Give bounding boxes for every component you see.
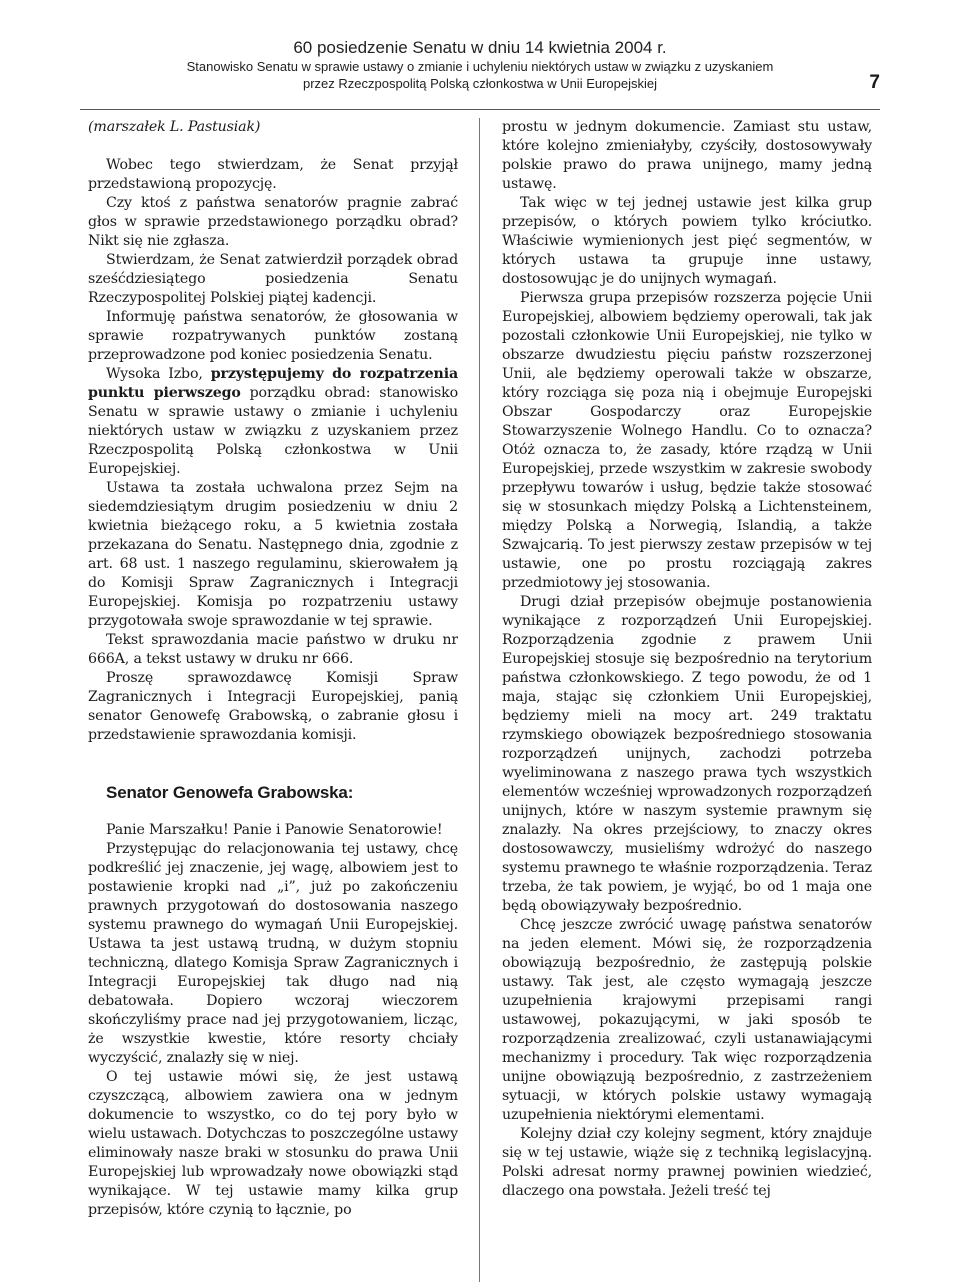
- paragraph: Tekst sprawozdania macie państwo w druku nr 666A, a tekst ustawy w druku nr 666.: [88, 632, 458, 667]
- paragraph: Drugi dział przepisów obejmuje postanowienia wynikające z rozporządzeń Unii Europejskiej. Rozporządzenia zgodnie z prawem Unii Europejskiej stosuje się bezpośrednio na terytorium państwa członkowskiego. Z tego powodu, że od 1 maja, stając się członkiem Unii Europejskiej, będziemy mieli na mocy art. 249 traktatu rzymskiego obowiązek bezpośredniego stosowania rozporządzeń unijnych, zachodzi potrzeba wyeliminowana z naszego prawa tych wszystkich elementów wcześniej wprowadzonych rozporządzeń unijnych, które w naszym systemie prawnym się znalazły. Na okres przejściowy, to znaczy okres dostosowawczy, musieliśmy wdrożyć do naszego systemu prawnego te właśnie rozporządzenia. Teraz trzeba, że tak powiem, je wyjąć, bo od 1 maja one będą obowiązywały bezpośrednio.: [502, 594, 872, 914]
- left-column: [88, 118, 458, 1282]
- paragraph-agenda-item: [88, 365, 458, 479]
- right-column: [502, 118, 872, 1282]
- paragraph: Ustawa ta została uchwalona przez Sejm na siedemdziesiątym drugim posiedzeniu w dniu 2 kwietnia bieżącego roku, a 5 kwietnia została przekazana do Senatu. Następnego dnia, zgodnie z art. 68 ust. 1 naszego regulaminu, skierowałem ją do Komisji Spraw Zagranicznych i Integracji Europejskiej. Komisja po rozpatrzeniu ustawy przygotowała swoje sprawozdanie w tej sprawie.: [88, 480, 458, 629]
- paragraph: Chcę jeszcze zwrócić uwagę państwa senatorów na jeden element. Mówi się, że rozporządzenia obowiązują bezpośrednio, że zastępują polskie ustawy. Tak jest, ale często wymagają jeszcze uzupełnienia krajowymi przepisami rangi ustawowej, pokazującymi, w jaki sposób te rozporządzenia zrealizować, czyli ustanawiającymi mechanizmy i procedury. Tak więc rozporządzenia unijne obowiązują bezpośrednio, z zastrzeżeniem sytuacji, w których polskie ustawy wymagają uzupełnienia niektórymi elementami.: [502, 917, 872, 1123]
- paragraph-text: porządku obrad: stanowisko Senatu w sprawie ustawy o zmianie i uchyleniu niektórych ustaw w związku z uzyskaniem przez Rzeczpospolitą Polską członkostwa w Unii Europejskiej.: [88, 385, 458, 477]
- paragraph: Przystępując do relacjonowania tej ustawy, chcę podkreślić jej znaczenie, jej wagę, albowiem jest to postawienie kropki nad „i”, już po zakończeniu prawnych przygotowań do dostosowania naszego systemu prawnego do wymagań Unii Europejskiej. Ustawa ta jest ustawą trudną, w dużym stopniu techniczną, dlatego Komisja Spraw Zagranicznych i Integracji Europejskiej tak długo nad nią debatowała. Dopiero wczoraj wieczorem skończyliśmy prace nad jej przygotowaniem, licząc, że wszystkie kwestie, które resorty chciały wyczyścić, znalazły się w niej.: [88, 841, 458, 1066]
- header-subtitle-line1: Stanowisko Senatu w sprawie ustawy o zmianie i uchyleniu niektórych ustaw w związku z uzyskaniem: [186, 59, 774, 74]
- page-number: 7: [869, 72, 880, 93]
- paragraph: Pierwsza grupa przepisów rozszerza pojęcie Unii Europejskiej, albowiem będziemy operowali, tak jak pozostali członkowie Unii Europejskiej, nie tylko w obszarze dwudziestu pięciu państw rozszerzonej Unii, ale będziemy operowali także w obszarze, który rozciąga się poza nią i obejmuje Europejski Obszar Gospodarczy oraz Europejskie Stowarzyszenie Wolnego Handlu. Co to oznacza? Otóż oznacza to, że zasady, które rządzą w Unii Europejskiej, przede wszystkim w zakresie swobody przepływu towarów i usług, będzie także stosować się w stosunkach między Polską a Lichtensteinem, między Polską a Norwegią, Islandią, a także Szwajcarią. To jest pierwszy zestaw przepisów w tej ustawie, one po prostu rozciągają zakres przedmiotowy jej stosowania.: [502, 290, 872, 591]
- paragraph-continued: prostu w jednym dokumencie. Zamiast stu ustaw, które kolejno zmieniałyby, czyściły, dostosowywały polskie prawo do prawa unijnego, mamy jedną ustawę.: [502, 119, 872, 192]
- agenda-item-bold: przystępujemy do rozpatrzenia punktu pierwszego: [88, 366, 458, 401]
- column-divider: [479, 118, 480, 1282]
- header-subtitle-line2: przez Rzeczpospolitą Polską członkostwa w Unii Europejskiej: [302, 76, 658, 91]
- speaker-note: (marszałek L. Pastusiak): [88, 119, 261, 135]
- header-title: 60 posiedzenie Senatu w dniu 14 kwietnia 2004 r.: [293, 38, 667, 57]
- paragraph: Tak więc w tej jednej ustawie jest kilka grup przepisów, o których powiem tylko króciutko. Właściwie wymienionych jest pięć segmentów, w których ustawa ta grupuje inne ustawy, dostosowując je do unijnych wymagań.: [502, 195, 872, 287]
- header-divider: [80, 109, 880, 110]
- paragraph: O tej ustawie mówi się, że jest ustawą czyszczącą, albowiem zawiera ona w jednym dokumencie to wszystko, co do tej pory było w wielu ustawach. Dotychczas to poszczególne ustawy eliminowały nasze braki w stosunku do prawa Unii Europejskiej lub wprowadzały nowe obowiązki stąd wynikające. W tej ustawie mamy kilka grup przepisów, które czynią to łącznie, po: [88, 1069, 458, 1218]
- running-header: [0, 0, 960, 116]
- paragraph: Stwierdzam, że Senat zatwierdził porządek obrad sześćdziesiątego posiedzenia Senatu Rzeczypospolitej Polskiej piątej kadencji.: [88, 252, 458, 306]
- paragraph: Proszę sprawozdawcę Komisji Spraw Zagranicznych i Integracji Europejskiej, panią senator Genowefę Grabowską, o zabranie głosu i przedstawienie sprawozdania komisji.: [88, 670, 458, 743]
- paragraph: Wobec tego stwierdzam, że Senat przyjął przedstawioną propozycję.: [88, 157, 458, 192]
- paragraph: Kolejny dział czy kolejny segment, który znajduje się w tej ustawie, wiąże się z techniką legislacyjną. Polski adresat normy prawnej powinien wiedzieć, dlaczego ona powstała. Jeżeli treść tej: [502, 1126, 872, 1199]
- paragraph: Informuję państwa senatorów, że głosowania w sprawie rozpatrywanych punktów zostaną przeprowadzone pod koniec posiedzenia Senatu.: [88, 309, 458, 363]
- paragraph: Czy ktoś z państwa senatorów pragnie zabrać głos w sprawie przedstawionego porządku obrad? Nikt się nie zgłasza.: [88, 195, 458, 249]
- speaker-heading: Senator Genowefa Grabowska:: [106, 783, 354, 802]
- paragraph: Panie Marszałku! Panie i Panowie Senatorowie!: [106, 822, 443, 838]
- paragraph-text: Wysoka Izbo,: [106, 366, 211, 382]
